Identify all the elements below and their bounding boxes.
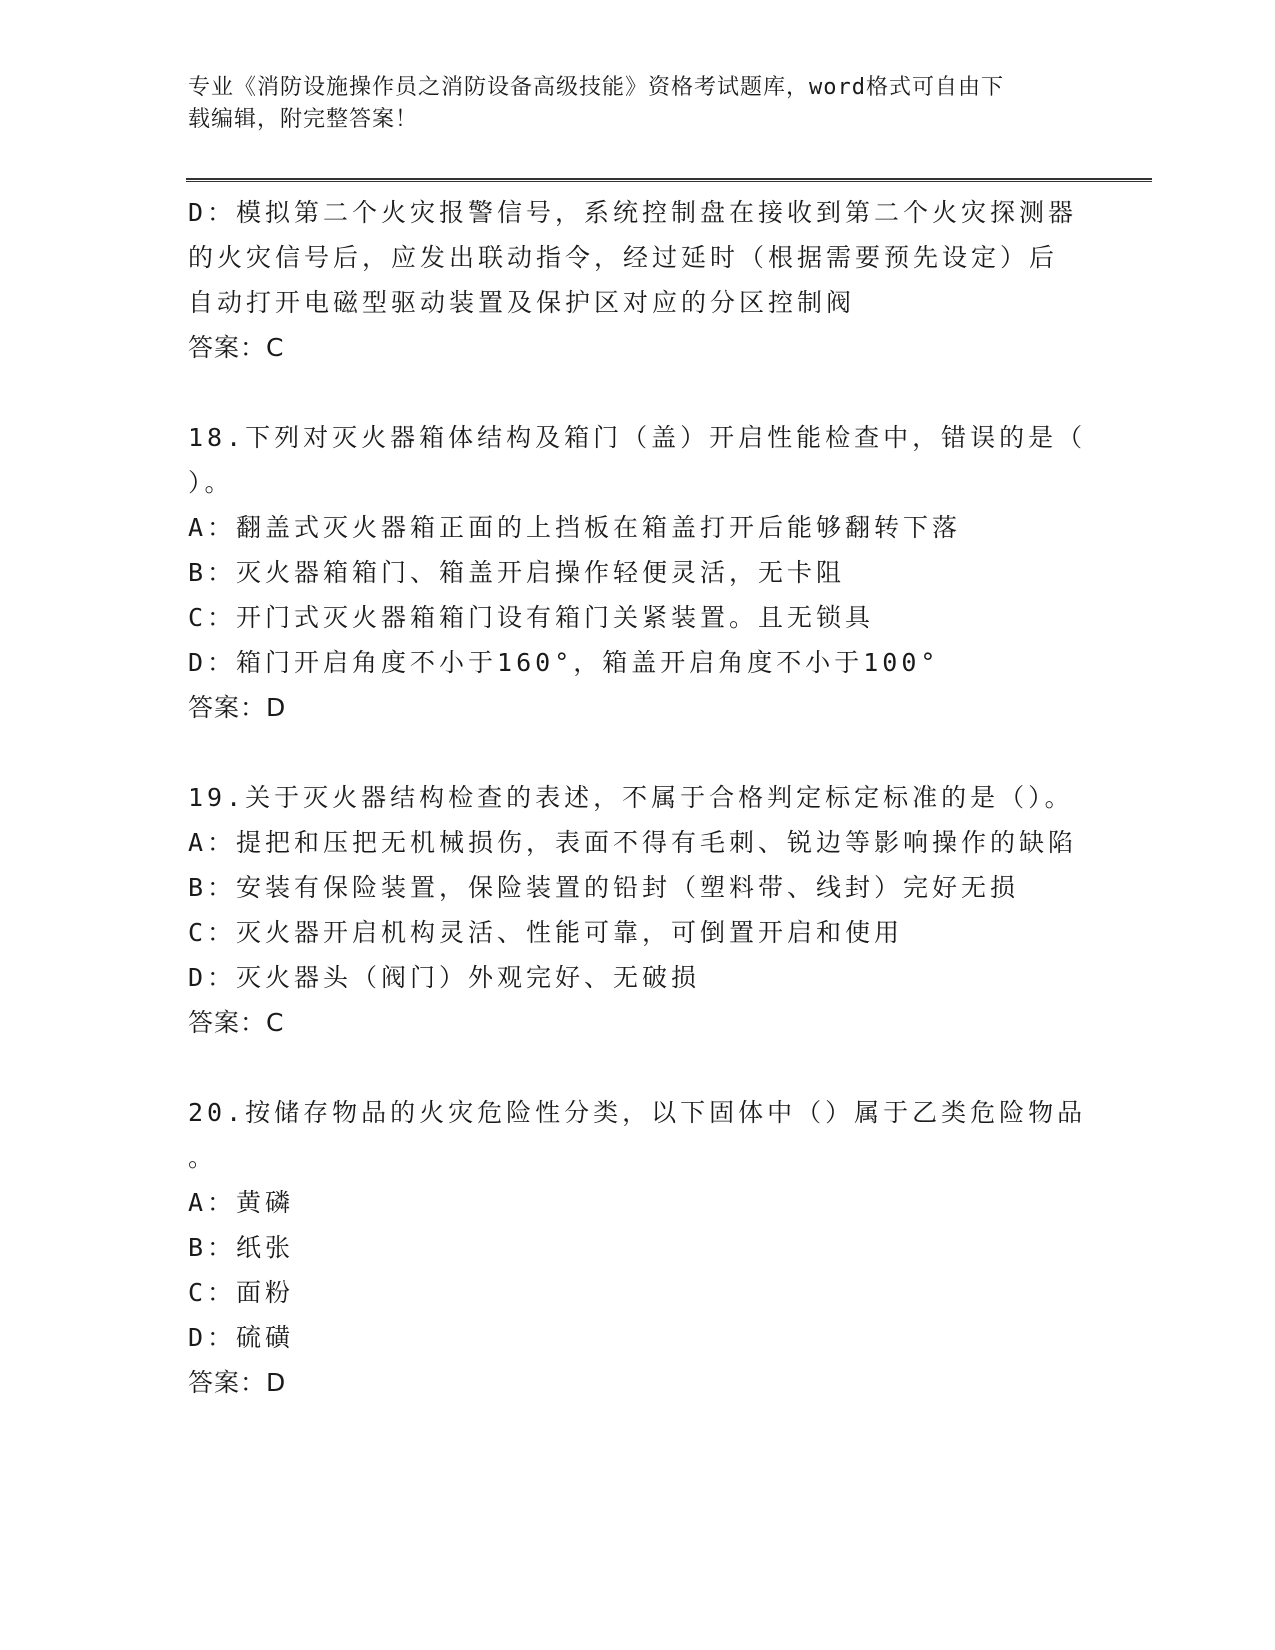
answer-line: 答案：D xyxy=(188,1368,287,1397)
header-line: 专业《消防设施操作员之消防设备高级技能》资格考试题库，word格式可自由下 xyxy=(188,75,1004,100)
question-stem: 19.关于灭火器结构检查的表述，不属于合格判定标定标准的是（）。 xyxy=(188,783,1074,812)
answer-line: 答案：C xyxy=(188,1008,285,1037)
option-c: C：灭火器开启机构灵活、性能可靠，可倒置开启和使用 xyxy=(188,918,904,947)
option-b: B：灭火器箱箱门、箱盖开启操作轻便灵活，无卡阻 xyxy=(188,558,846,587)
question-stem: 20.按储存物品的火灾危险性分类，以下固体中（）属于乙类危险物品 xyxy=(188,1098,1087,1127)
question-19 xyxy=(188,775,1088,1045)
option-c: C：面粉 xyxy=(188,1278,295,1307)
option-b: B：纸张 xyxy=(188,1233,295,1262)
question-stem: ）。 xyxy=(188,468,234,497)
option-d: D：硫磺 xyxy=(188,1323,295,1352)
question-20 xyxy=(188,1090,1088,1405)
option-d-line: D：模拟第二个火灾报警信号，系统控制盘在接收到第二个火灾探测器 xyxy=(188,198,1078,227)
option-d-line: 自动打开电磁型驱动装置及保护区对应的分区控制阀 xyxy=(188,288,856,317)
question-stem: 18.下列对灭火器箱体结构及箱门（盖）开启性能检查中，错误的是（ xyxy=(188,423,1087,452)
option-d: D：箱门开启角度不小于160°，箱盖开启角度不小于100° xyxy=(188,648,940,677)
question-18 xyxy=(188,415,1088,730)
page-header xyxy=(188,72,1068,136)
answer-line: 答案：C xyxy=(188,333,285,362)
spacer xyxy=(188,370,1088,415)
answer-line: 答案：D xyxy=(188,693,287,722)
question-stem: 。 xyxy=(188,1143,218,1172)
prev-question-block xyxy=(188,190,1088,370)
spacer xyxy=(188,730,1088,775)
option-a: A：提把和压把无机械损伤，表面不得有毛刺、锐边等影响操作的缺陷 xyxy=(188,828,1078,857)
document-body xyxy=(188,190,1088,1405)
spacer xyxy=(188,1045,1088,1090)
option-d: D：灭火器头（阀门）外观完好、无破损 xyxy=(188,963,701,992)
option-b: B：安装有保险装置，保险装置的铅封（塑料带、线封）完好无损 xyxy=(188,873,1020,902)
header-divider xyxy=(186,178,1152,182)
option-d-line: 的火灾信号后，应发出联动指令，经过延时（根据需要预先设定）后 xyxy=(188,243,1059,272)
option-c: C：开门式灭火器箱箱门设有箱门关紧装置。且无锁具 xyxy=(188,603,875,632)
header-line: 载编辑，附完整答案！ xyxy=(188,107,419,132)
option-a: A：翻盖式灭火器箱正面的上挡板在箱盖打开后能够翻转下落 xyxy=(188,513,962,542)
option-a: A：黄磷 xyxy=(188,1188,295,1217)
